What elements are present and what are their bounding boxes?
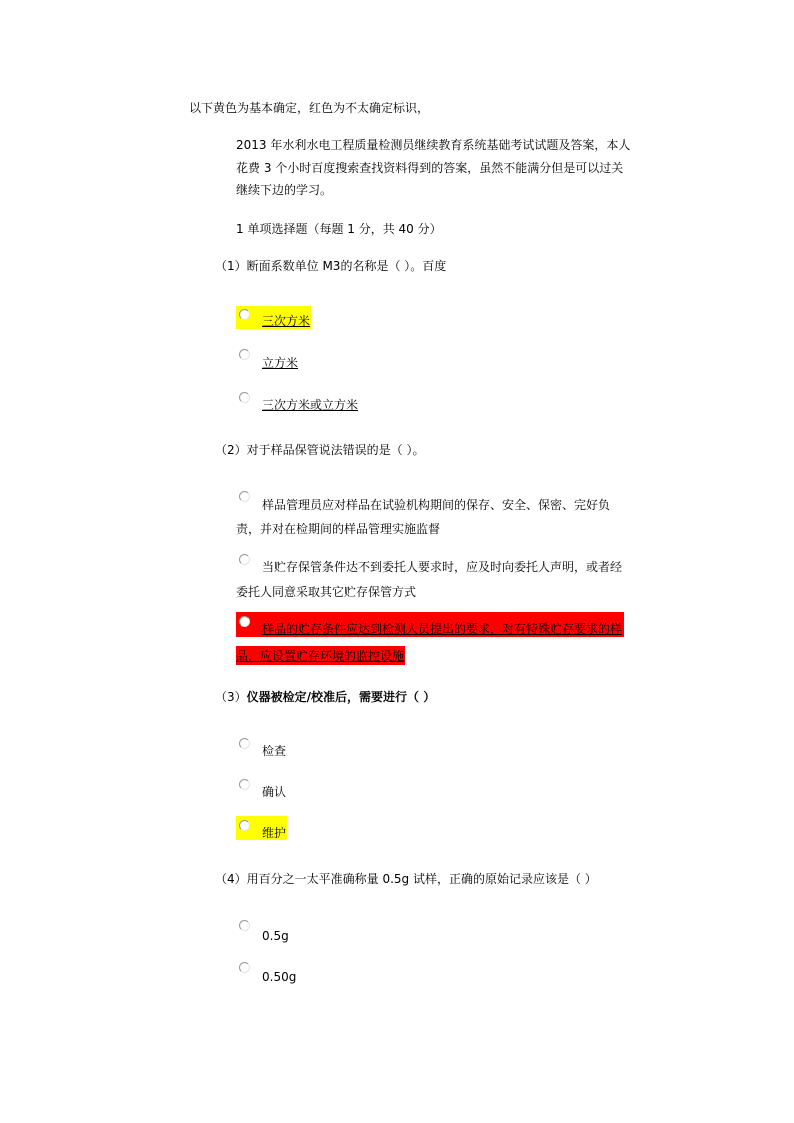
radio-option-2a[interactable]: [239, 491, 250, 502]
section-heading: 1 单项选择题（每题 1 分，共 40 分）: [236, 222, 442, 236]
question-text: 用百分之一太平准确称量 0.5g 试样，正确的原始记录应该是（ ）: [246, 872, 597, 886]
question-text: 仪器被检定/校准后，需要进行（ ）: [246, 690, 436, 704]
radio-option-1a[interactable]: [239, 309, 250, 320]
option-label-2c-line-1[interactable]: 样品的贮存条件应达到检测人员提出的要求，对有特殊贮存要求的样: [262, 622, 623, 636]
option-label-2a-line-2[interactable]: 责，并对在检期间的样品管理实施监督: [236, 522, 441, 536]
intro-line-2: 花费 3 个小时百度搜索查找资料得到的答案，虽然不能满分但是可以过关: [236, 161, 624, 175]
radio-option-1c[interactable]: [239, 392, 250, 403]
question-3-title: [215, 689, 435, 705]
radio-option-3c[interactable]: [239, 820, 250, 831]
option-label-1a[interactable]: 三次方米: [262, 314, 311, 328]
radio-option-1b[interactable]: [239, 349, 250, 360]
question-text: 对于样品保管说法错误的是（ ）。: [246, 443, 425, 457]
question-4-title: [215, 871, 597, 887]
radio-option-2b[interactable]: [239, 554, 250, 565]
option-label-2c-line-2[interactable]: 品，应设置贮存环境的监控设施: [236, 649, 405, 663]
option-label-2b-line-1[interactable]: 当贮存保管条件达不到委托人要求时，应及时向委托人声明，或者经: [262, 560, 623, 574]
option-label-3a[interactable]: 检查: [262, 744, 287, 758]
radio-option-4a[interactable]: [239, 920, 250, 931]
radio-option-2c[interactable]: [239, 616, 250, 627]
option-label-4a[interactable]: 0.5g: [262, 929, 289, 943]
intro-line-3: 继续下边的学习。: [236, 183, 333, 197]
radio-option-3a[interactable]: [239, 738, 250, 749]
question-number: （1）: [215, 259, 247, 273]
option-label-4b[interactable]: 0.50g: [262, 970, 297, 984]
question-number: （4）: [215, 872, 247, 886]
option-label-3b[interactable]: 确认: [262, 785, 287, 799]
intro-line-1: 2013 年水利水电工程质量检测员继续教育系统基础考试试题及答案，本人: [236, 138, 631, 152]
option-label-3c[interactable]: 维护: [262, 826, 287, 840]
question-text: 断面系数单位 M3的名称是（ ）。百度: [246, 259, 447, 273]
question-number: （3）: [215, 690, 247, 704]
radio-option-3b[interactable]: [239, 779, 250, 790]
question-2-title: [215, 442, 424, 458]
option-label-1b[interactable]: 立方米: [262, 356, 299, 370]
option-label-2b-line-2[interactable]: 委托人同意采取其它贮存保管方式: [236, 585, 417, 599]
legend-note: 以下黄色为基本确定，红色为不太确定标识，: [189, 101, 430, 115]
question-number: （2）: [215, 443, 247, 457]
option-label-2a-line-1[interactable]: 样品管理员应对样品在试验机构期间的保存、安全、保密、完好负: [262, 498, 611, 512]
option-label-1c[interactable]: 三次方米或立方米: [262, 398, 359, 412]
radio-option-4b[interactable]: [239, 962, 250, 973]
question-1-title: [215, 258, 446, 274]
